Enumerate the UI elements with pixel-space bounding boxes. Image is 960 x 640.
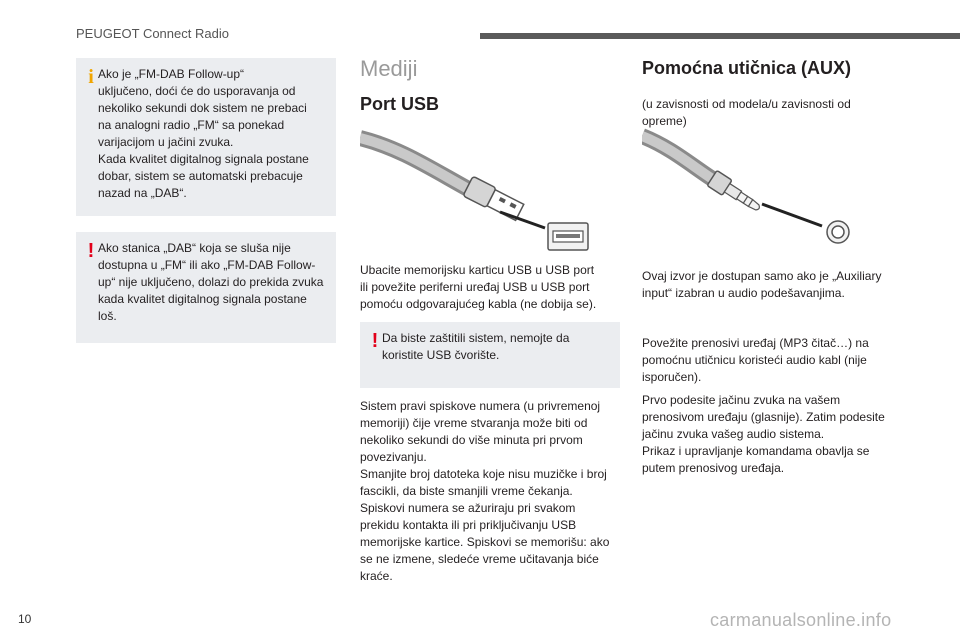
running-header: PEUGEOT Connect Radio xyxy=(76,26,229,41)
aux-source-info: Ovaj izvor je dostupan samo ako je „Auxiliary input“ izabran u audio podešavanjima. xyxy=(642,269,882,300)
page-number: 10 xyxy=(18,612,32,626)
aux-subtitle: (u zavisnosti od modela/u zavisnosti od opreme) xyxy=(642,97,851,128)
usb-warning-text: Da biste zaštitili sistem, nemojte da koristite USB čvorište. xyxy=(382,331,570,362)
usb-port-title: Port USB xyxy=(360,94,440,114)
warning-note-text: Ako stanica „DAB“ koja se sluša nije dostupna u „FM“ ili ako „FM-DAB Follow- up“ nije uključeno, dolazi do prekida zvuka kada kvalitet digitalnog signala postane loš. xyxy=(98,241,324,323)
aux-jack-plug xyxy=(707,170,764,216)
aux-illustration xyxy=(642,128,862,248)
usb-instructions: Ubacite memorijsku karticu USB u USB port ili povežite periferni uređaj USB u USB port pomoću odgovarajućeg kabla (ne dobija se). xyxy=(360,263,597,311)
warning-note-usb-hub xyxy=(360,322,620,388)
aux-volume-info: Prvo podesite jačinu zvuka na vašem prenosivom uređaju (glasnije). Zatim podesite jačinu zvuka vašeg audio sistema. Prikaz i upravljanje komandama obavlja se putem prenosivog uređaja. xyxy=(642,393,885,475)
section-title-media: Mediji xyxy=(360,56,418,81)
exclamation-icon: ! xyxy=(371,330,379,352)
info-icon: i xyxy=(88,66,94,88)
info-note-text: Ako je „FM-DAB Follow-up“ uključeno, doći će do usporavanja od nekoliko sekundi dok sistem ne prebaci na analogni radio „FM“ sa ponekad varijacijom u jačini zvuka. Kada kvalitet digitalnog signala postane dobar, sistem se automatski prebacuje nazad na „DAB“. xyxy=(98,67,309,200)
usb-insert-line xyxy=(500,212,545,228)
aux-insert-line xyxy=(762,204,822,226)
aux-connect-info: Povežite prenosivi uređaj (MP3 čitač…) na pomoćnu utičnicu koristeći audio kabl (nije isporučen). xyxy=(642,336,869,384)
aux-socket xyxy=(827,221,849,243)
playlist-info: Sistem pravi spiskove numera (u privremenoj memoriji) čije vreme stvaranja može biti od nekoliko sekundi do više minuta pri prvom povezivanju. Smanjite broj datoteka koje nisu muzičke i broj fascikli, da biste smanjili vreme čekanja. Spiskovi numera se ažuriraju pri svakom prekidu kontakta ili pri priključivanju USB memorijske kartice. Spiskovi se memorišu: ako se ne izmene, sledeće vreme učitavanja biće kraće. xyxy=(360,399,610,583)
aux-title: Pomoćna utičnica (AUX) xyxy=(642,58,852,78)
usb-illustration xyxy=(360,128,600,253)
header-bar xyxy=(480,33,960,39)
exclamation-icon: ! xyxy=(87,240,95,262)
info-note xyxy=(76,58,336,216)
watermark: carmanualsonline.info xyxy=(710,610,892,630)
warning-note-dab xyxy=(76,232,336,343)
usb-plug xyxy=(463,176,525,222)
usb-socket xyxy=(548,223,588,250)
